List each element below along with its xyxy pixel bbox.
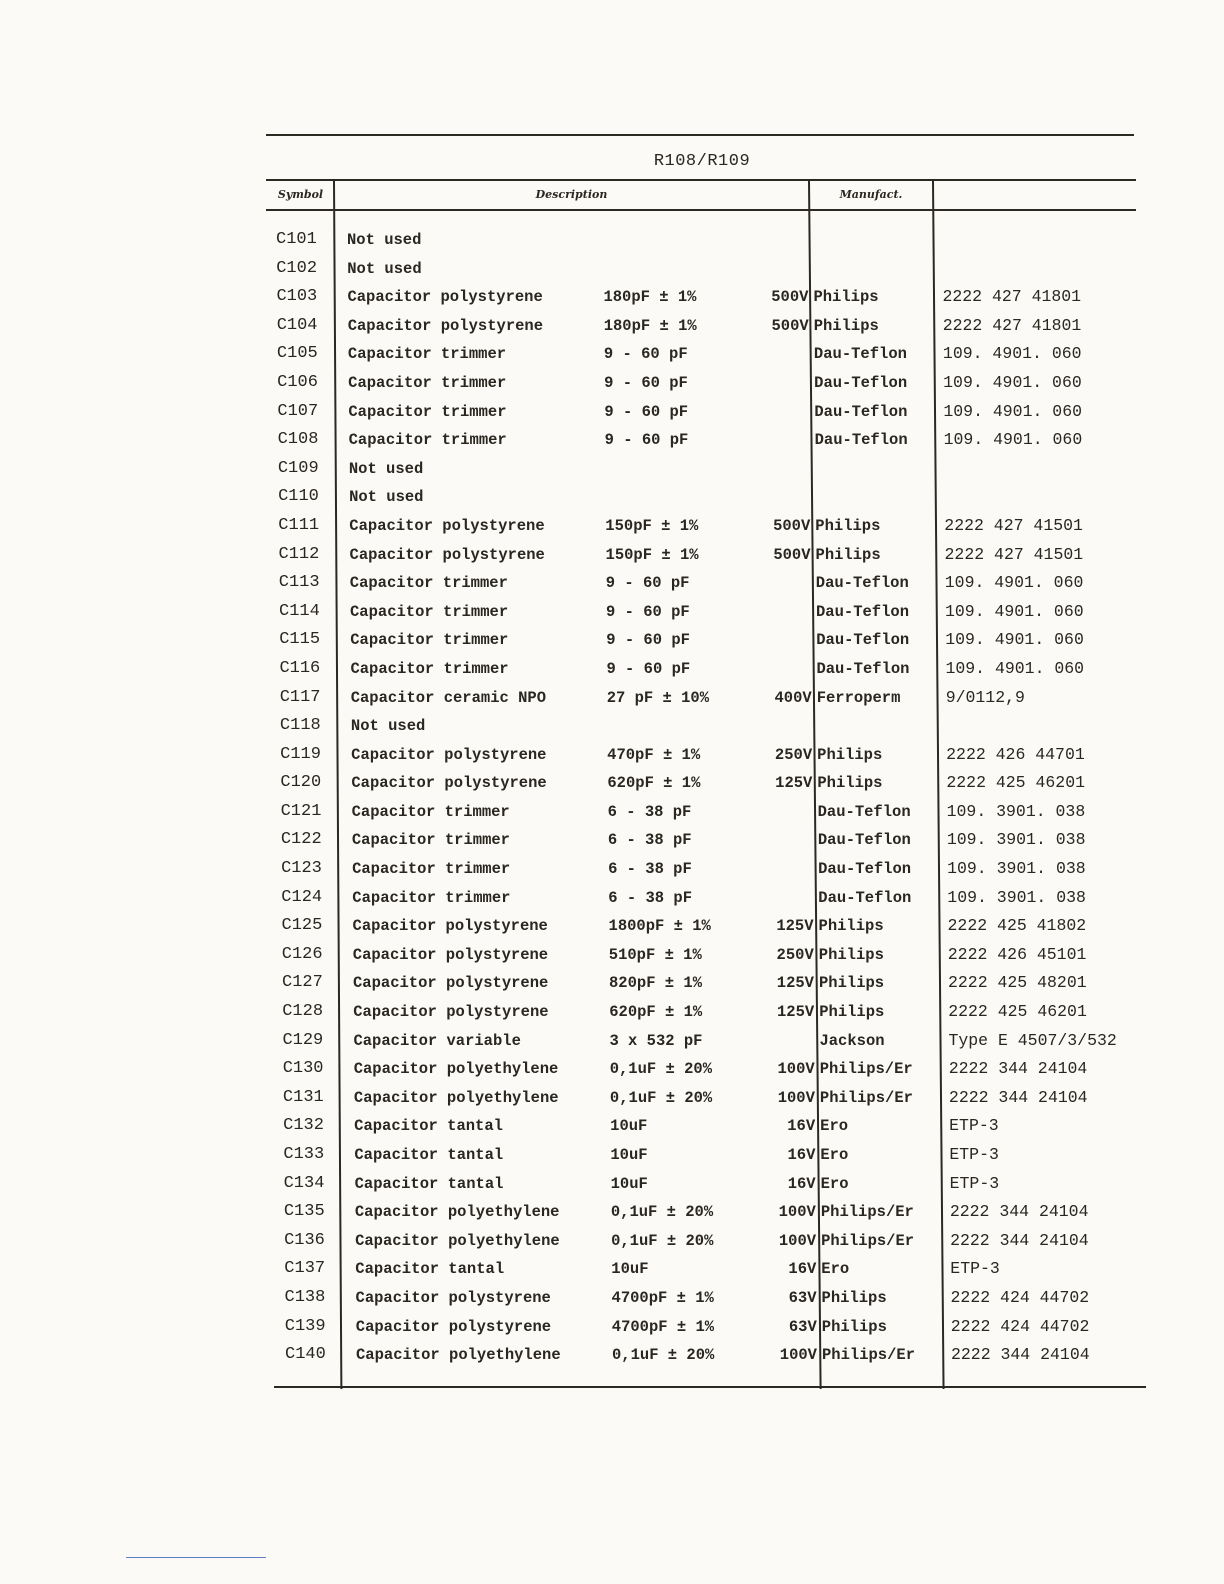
manufacturer-cell: Philips xyxy=(818,945,884,964)
table-row xyxy=(270,286,1160,315)
voltage-cell-box xyxy=(697,1087,815,1109)
manufacturer-cell: Philips xyxy=(819,974,885,993)
voltage-cell: 100V xyxy=(778,1203,816,1222)
part-number-cell: ETP-3 xyxy=(949,1173,1000,1193)
description-cell: Capacitor tantal xyxy=(355,1260,505,1279)
value-cell: 0,1uF ± 20% xyxy=(610,1203,714,1222)
voltage-cell: 63V xyxy=(788,1317,817,1336)
table-row xyxy=(274,687,1160,716)
symbol-cell: C101 xyxy=(276,230,317,249)
value-cell: 510pF ± 1% xyxy=(608,945,702,964)
manufacturer-cell: Ferroperm xyxy=(816,688,901,707)
symbol-cell: C137 xyxy=(284,1259,326,1279)
symbol-cell: C134 xyxy=(283,1173,325,1193)
voltage-cell: 125V xyxy=(776,917,814,936)
table-row xyxy=(276,915,1160,944)
table-row xyxy=(278,1230,1160,1259)
part-number-cell: 2222 427 41801 xyxy=(942,287,1082,307)
part-number-cell: 2222 425 46201 xyxy=(946,773,1085,793)
table-row xyxy=(277,1115,1160,1144)
value-cell: 9 - 60 pF xyxy=(604,402,689,421)
part-number-cell: 2222 344 24104 xyxy=(948,1059,1088,1079)
table-row xyxy=(273,572,1160,601)
voltage-cell-box xyxy=(696,1001,814,1023)
table-row xyxy=(272,458,1160,487)
bottom-rule xyxy=(274,1386,1146,1388)
header-symbol: Symbol xyxy=(277,188,324,201)
symbol-cell: C105 xyxy=(276,344,318,364)
part-number-cell: Type E 4507/3/532 xyxy=(948,1030,1117,1050)
manufacturer-cell: Philips xyxy=(821,1288,887,1307)
voltage-cell-box xyxy=(693,658,811,680)
part-number-cell: 2222 344 24104 xyxy=(949,1202,1089,1222)
description-cell: Not used xyxy=(347,259,422,278)
manufacturer-cell: Philips xyxy=(819,1003,885,1022)
voltage-cell: 250V xyxy=(774,745,813,764)
part-number-cell: ETP-3 xyxy=(950,1259,1000,1279)
symbol-cell: C126 xyxy=(281,944,323,964)
description-cell: Not used xyxy=(349,488,424,507)
table-row xyxy=(271,372,1160,401)
symbol-cell: C140 xyxy=(285,1345,326,1365)
description-cell: Capacitor trimmer xyxy=(350,659,509,678)
manufacturer-cell: Dau-Teflon xyxy=(818,860,912,879)
value-cell: 4700pF ± 1% xyxy=(611,1317,715,1336)
part-number-cell: 109. 4901. 060 xyxy=(945,630,1084,650)
voltage-cell-box xyxy=(695,801,813,823)
header-top-rule xyxy=(266,179,1136,181)
voltage-cell-box xyxy=(693,572,811,594)
table-row xyxy=(276,1001,1160,1030)
part-number-cell: 2222 425 41802 xyxy=(947,916,1087,936)
symbol-cell: C106 xyxy=(277,372,318,392)
voltage-cell-box xyxy=(697,1115,815,1137)
voltage-cell-box xyxy=(697,1144,815,1166)
description-cell: Capacitor polystyrene xyxy=(351,745,547,764)
manufacturer-cell: Dau-Teflon xyxy=(815,574,909,593)
value-cell: 10uF xyxy=(610,1146,648,1164)
part-number-cell: 2222 426 45101 xyxy=(947,944,1087,964)
voltage-cell: 125V xyxy=(776,974,814,993)
manufacturer-cell: Philips/Er xyxy=(819,1088,913,1107)
value-cell: 6 - 38 pF xyxy=(607,802,692,821)
table-row xyxy=(276,1030,1160,1059)
voltage-cell: 400V xyxy=(774,688,812,707)
voltage-cell-box xyxy=(691,343,809,365)
symbol-cell: C118 xyxy=(279,716,321,736)
voltage-cell-box xyxy=(691,315,809,337)
part-number-cell: 109. 4901. 060 xyxy=(942,344,1082,364)
voltage-cell-box xyxy=(696,944,814,966)
symbol-cell: C130 xyxy=(282,1059,324,1079)
value-cell: 6 - 38 pF xyxy=(607,831,692,850)
symbol-cell: C133 xyxy=(283,1145,325,1164)
description-cell: Capacitor trimmer xyxy=(351,831,510,850)
manufacturer-cell: Philips/Er xyxy=(821,1231,915,1250)
part-number-cell: 2222 424 44702 xyxy=(950,1316,1090,1336)
value-cell: 620pF ± 1% xyxy=(609,1003,703,1022)
table-row xyxy=(275,887,1160,916)
table-row xyxy=(273,601,1160,630)
value-cell: 27 pF ± 10% xyxy=(606,688,710,707)
symbol-cell: C116 xyxy=(279,658,321,678)
voltage-cell: 16V xyxy=(787,1146,816,1164)
manufacturer-cell: Dau-Teflon xyxy=(813,345,907,364)
description-cell: Capacitor polystyrene xyxy=(353,1003,549,1022)
table-row xyxy=(274,772,1160,801)
table-row xyxy=(277,1058,1160,1087)
value-cell: 9 - 60 pF xyxy=(606,631,690,650)
value-cell: 0,1uF ± 20% xyxy=(611,1231,714,1250)
description-cell: Capacitor polyethylene xyxy=(353,1088,559,1107)
value-cell: 150pF ± 1% xyxy=(605,516,699,535)
table-row xyxy=(271,401,1160,430)
voltage-cell-box xyxy=(699,1316,817,1338)
description-cell: Capacitor polystyrene xyxy=(352,917,548,936)
table-row xyxy=(272,486,1160,515)
part-number-cell: 109. 4901. 060 xyxy=(944,573,1084,593)
table-row xyxy=(278,1201,1160,1230)
value-cell: 620pF ± 1% xyxy=(607,774,701,793)
voltage-cell: 500V xyxy=(773,545,811,564)
table-row xyxy=(279,1344,1160,1373)
symbol-cell: C110 xyxy=(278,487,319,507)
voltage-cell-box xyxy=(691,372,809,394)
description-cell: Capacitor polyethylene xyxy=(355,1231,560,1250)
value-cell: 180pF ± 1% xyxy=(603,288,697,307)
symbol-cell: C102 xyxy=(276,258,318,278)
value-cell: 10uF xyxy=(610,1174,648,1193)
voltage-cell: 500V xyxy=(773,516,811,535)
manufacturer-cell: Philips xyxy=(817,774,883,793)
manufacturer-cell: Dau-Teflon xyxy=(814,402,908,421)
manufacturer-cell: Ero xyxy=(820,1117,849,1136)
part-number-cell: 109. 4901. 060 xyxy=(943,401,1082,421)
table-row xyxy=(271,343,1160,372)
voltage-cell: 16V xyxy=(787,1117,816,1136)
manufacturer-cell: Ero xyxy=(820,1174,849,1193)
symbol-cell: C104 xyxy=(276,315,318,335)
table-row xyxy=(279,1287,1160,1316)
manufacturer-cell: Philips xyxy=(821,1317,887,1336)
value-cell: 820pF ± 1% xyxy=(609,974,703,993)
part-number-cell: 109. 4901. 060 xyxy=(945,658,1085,678)
value-cell: 6 - 38 pF xyxy=(608,888,693,907)
part-number-cell: 109. 3901. 038 xyxy=(946,830,1086,850)
description-cell: Capacitor trimmer xyxy=(352,888,511,907)
symbol-cell: C115 xyxy=(279,630,321,650)
part-number-cell: 109. 3901. 038 xyxy=(947,859,1086,879)
manufacturer-cell: Jackson xyxy=(819,1031,885,1050)
voltage-cell: 100V xyxy=(777,1060,815,1079)
voltage-cell-box xyxy=(698,1230,816,1252)
value-cell: 150pF ± 1% xyxy=(605,545,699,564)
voltage-cell-box xyxy=(693,629,811,651)
part-number-cell: 2222 424 44702 xyxy=(950,1287,1090,1307)
description-cell: Capacitor trimmer xyxy=(348,431,507,450)
voltage-cell-box xyxy=(695,858,813,880)
part-number-cell: 2222 427 41501 xyxy=(944,544,1084,564)
value-cell: 470pF ± 1% xyxy=(607,745,701,764)
description-cell: Capacitor polystyrene xyxy=(349,545,545,564)
table-row xyxy=(272,429,1160,458)
symbol-cell: C107 xyxy=(277,401,319,421)
part-number-cell: 2222 427 41801 xyxy=(942,315,1082,335)
voltage-cell: 16V xyxy=(788,1260,817,1279)
value-cell: 0,1uF ± 20% xyxy=(609,1060,713,1079)
symbol-cell: C132 xyxy=(283,1116,324,1136)
symbol-cell: C108 xyxy=(277,430,319,450)
part-number-cell: 2222 344 24104 xyxy=(948,1087,1088,1107)
part-number-cell: 109. 3901. 038 xyxy=(946,801,1086,821)
symbol-cell: C114 xyxy=(279,601,320,621)
symbol-cell: C129 xyxy=(282,1030,324,1050)
value-cell: 10uF xyxy=(610,1117,648,1136)
description-cell: Capacitor trimmer xyxy=(351,802,510,821)
voltage-cell-box xyxy=(694,715,812,737)
voltage-cell-box xyxy=(692,486,810,508)
top-rule xyxy=(266,134,1134,136)
value-cell: 9 - 60 pF xyxy=(604,431,689,450)
description-cell: Not used xyxy=(350,717,426,736)
voltage-cell: 100V xyxy=(778,1231,817,1250)
part-number-cell: 2222 344 24104 xyxy=(950,1230,1089,1250)
symbol-cell: C123 xyxy=(281,859,322,879)
voltage-cell: 100V xyxy=(779,1346,817,1365)
table-row xyxy=(273,544,1160,573)
symbol-cell: C136 xyxy=(284,1230,325,1250)
manufacturer-cell: Philips xyxy=(815,516,881,535)
part-number-cell: ETP-3 xyxy=(949,1116,999,1136)
table-row xyxy=(275,829,1160,858)
manufacturer-cell: Dau-Teflon xyxy=(816,602,910,621)
description-cell: Capacitor polystyrene xyxy=(347,288,543,307)
voltage-cell: 100V xyxy=(777,1088,815,1107)
voltage-cell-box xyxy=(696,972,814,994)
voltage-cell-box xyxy=(693,544,811,566)
table-row xyxy=(278,1173,1160,1202)
table-row xyxy=(275,858,1160,887)
voltage-cell: 500V xyxy=(771,316,809,335)
voltage-cell: 63V xyxy=(788,1288,817,1307)
symbol-cell: C138 xyxy=(284,1287,326,1307)
part-number-cell: 2222 425 46201 xyxy=(948,1002,1087,1022)
description-cell: Capacitor polystyrene xyxy=(351,774,547,793)
voltage-cell-box xyxy=(697,1058,815,1080)
part-number-cell: 2222 426 44701 xyxy=(946,744,1085,764)
value-cell: 3 x 532 pF xyxy=(609,1031,703,1050)
value-cell: 9 - 60 pF xyxy=(606,659,691,678)
voltage-cell-box xyxy=(692,515,810,537)
description-cell: Capacitor trimmer xyxy=(350,602,509,621)
table-row xyxy=(270,258,1160,287)
symbol-cell: C113 xyxy=(278,573,320,593)
manufacturer-cell: Philips/Er xyxy=(820,1203,914,1222)
symbol-cell: C103 xyxy=(276,287,318,307)
table-row xyxy=(276,944,1160,973)
document-title: R108/R109 xyxy=(653,152,751,171)
description-cell: Capacitor tantal xyxy=(354,1117,503,1136)
description-cell: Capacitor trimmer xyxy=(349,574,508,593)
value-cell: 1800pF ± 1% xyxy=(608,917,711,936)
description-cell: Capacitor tantal xyxy=(354,1174,504,1193)
symbol-cell: C109 xyxy=(277,458,319,478)
table-row xyxy=(276,972,1160,1001)
description-cell: Capacitor polystyrene xyxy=(355,1317,552,1336)
description-cell: Capacitor trimmer xyxy=(347,345,507,364)
symbol-cell: C125 xyxy=(281,916,323,936)
part-number-cell: 109. 4901. 060 xyxy=(943,430,1083,450)
table-row xyxy=(270,229,1160,258)
value-cell: 9 - 60 pF xyxy=(603,345,688,364)
description-cell: Capacitor polystyrene xyxy=(352,945,549,964)
symbol-cell: C112 xyxy=(278,544,320,564)
manufacturer-cell: Dau-Teflon xyxy=(814,431,908,450)
part-number-cell: 9/0112,9 xyxy=(945,687,1025,707)
description-cell: Capacitor polystyrene xyxy=(347,316,544,335)
voltage-cell-box xyxy=(693,601,811,623)
manufacturer-cell: Philips xyxy=(818,917,884,936)
symbol-cell: C128 xyxy=(282,1002,324,1022)
voltage-cell-box xyxy=(692,429,810,451)
manufacturer-cell: Philips xyxy=(815,545,881,564)
manufacturer-cell: Dau-Teflon xyxy=(814,373,908,392)
description-cell: Capacitor trimmer xyxy=(352,860,511,879)
symbol-cell: C121 xyxy=(280,801,322,821)
value-cell: 180pF ± 1% xyxy=(603,316,697,335)
voltage-cell: 125V xyxy=(777,1003,815,1022)
voltage-cell-box xyxy=(698,1173,816,1195)
table-row xyxy=(277,1144,1160,1173)
header-manufacturer: Manufact. xyxy=(839,188,903,201)
symbol-cell: C117 xyxy=(279,687,321,707)
voltage-cell-box xyxy=(690,229,808,251)
voltage-cell-box xyxy=(699,1344,817,1366)
symbol-cell: C111 xyxy=(278,515,320,535)
part-number-cell: 2222 427 41501 xyxy=(944,515,1083,535)
description-cell: Capacitor ceramic NPO xyxy=(350,688,547,707)
parts-table-body xyxy=(270,229,1160,1373)
part-number-cell: ETP-3 xyxy=(949,1145,999,1164)
manufacturer-cell: Dau-Teflon xyxy=(817,831,911,850)
manufacturer-cell: Philips/Er xyxy=(822,1346,916,1365)
description-cell: Capacitor trimmer xyxy=(350,631,509,650)
table-row xyxy=(277,1087,1160,1116)
symbol-cell: C139 xyxy=(284,1316,326,1336)
symbol-cell: C135 xyxy=(283,1202,325,1222)
value-cell: 0,1uF ± 20% xyxy=(612,1346,715,1365)
description-cell: Capacitor tantal xyxy=(354,1146,504,1164)
table-row xyxy=(271,315,1160,344)
table-row xyxy=(274,715,1160,744)
voltage-cell-box xyxy=(699,1287,817,1309)
description-cell: Capacitor polyethylene xyxy=(354,1203,560,1222)
voltage-cell-box xyxy=(698,1258,816,1280)
part-number-cell: 2222 425 48201 xyxy=(948,973,1087,993)
value-cell: 10uF xyxy=(611,1260,649,1279)
value-cell: 4700pF ± 1% xyxy=(611,1288,714,1307)
voltage-cell: 250V xyxy=(776,945,814,964)
symbol-cell: C127 xyxy=(282,973,323,993)
table-row xyxy=(273,658,1160,687)
description-cell: Capacitor polyethylene xyxy=(353,1060,559,1079)
symbol-cell: C122 xyxy=(280,830,322,850)
value-cell: 6 - 38 pF xyxy=(608,860,692,879)
header-bottom-rule xyxy=(266,209,1136,211)
voltage-cell-box xyxy=(690,258,808,280)
manufacturer-cell: Dau-Teflon xyxy=(818,888,912,907)
voltage-cell: 125V xyxy=(775,774,813,793)
symbol-cell: C119 xyxy=(280,744,321,764)
part-number-cell: 109. 3901. 038 xyxy=(947,887,1086,907)
voltage-cell-box xyxy=(695,829,813,851)
voltage-cell-box xyxy=(694,744,812,766)
value-cell: 9 - 60 pF xyxy=(606,602,690,621)
manufacturer-cell: Philips xyxy=(817,745,883,764)
voltage-cell-box xyxy=(695,887,813,909)
description-cell: Capacitor polystyrene xyxy=(353,974,549,993)
value-cell: 9 - 60 pF xyxy=(604,373,688,392)
description-cell: Capacitor polystyrene xyxy=(349,516,545,535)
voltage-cell-box xyxy=(691,401,809,423)
description-cell: Capacitor polyethylene xyxy=(356,1346,561,1365)
manufacturer-cell: Dau-Teflon xyxy=(816,631,910,650)
table-row xyxy=(272,515,1160,544)
voltage-cell-box xyxy=(694,772,812,794)
voltage-cell-box xyxy=(696,1030,814,1052)
description-cell: Capacitor polystyrene xyxy=(355,1288,551,1307)
description-cell: Capacitor trimmer xyxy=(348,373,507,392)
voltage-cell: 500V xyxy=(771,288,809,307)
manufacturer-cell: Philips/Er xyxy=(819,1060,913,1079)
symbol-cell: C120 xyxy=(280,773,322,793)
voltage-cell-box xyxy=(692,458,810,480)
part-number-cell: 2222 344 24104 xyxy=(951,1345,1090,1365)
table-row xyxy=(275,801,1160,830)
footnote-rule xyxy=(126,1557,266,1558)
manufacturer-cell: Philips xyxy=(813,316,879,335)
header-description: Description xyxy=(535,188,608,201)
voltage-cell: 16V xyxy=(787,1174,816,1193)
voltage-cell-box xyxy=(690,286,808,308)
voltage-cell-box xyxy=(694,687,812,709)
manufacturer-cell: Dau-Teflon xyxy=(816,659,910,678)
manufacturer-cell: Philips xyxy=(813,288,879,307)
part-number-cell: 109. 4901. 060 xyxy=(945,601,1084,621)
manufacturer-cell: Ero xyxy=(821,1260,850,1279)
table-row xyxy=(274,744,1160,773)
part-number-cell: 109. 4901. 060 xyxy=(943,372,1082,392)
table-row xyxy=(273,629,1160,658)
value-cell: 9 - 60 pF xyxy=(605,574,690,593)
table-row xyxy=(278,1258,1160,1287)
description-cell: Not used xyxy=(348,459,424,478)
table-row xyxy=(279,1316,1160,1345)
description-cell: Not used xyxy=(347,231,422,249)
symbol-cell: C124 xyxy=(281,887,323,907)
manufacturer-cell: Dau-Teflon xyxy=(817,802,911,821)
description-cell: Capacitor trimmer xyxy=(348,402,507,421)
voltage-cell-box xyxy=(696,915,814,937)
value-cell: 0,1uF ± 20% xyxy=(609,1088,713,1107)
symbol-cell: C131 xyxy=(282,1087,324,1107)
manufacturer-cell: Ero xyxy=(820,1146,849,1164)
description-cell: Capacitor variable xyxy=(353,1031,521,1050)
voltage-cell-box xyxy=(698,1201,816,1223)
